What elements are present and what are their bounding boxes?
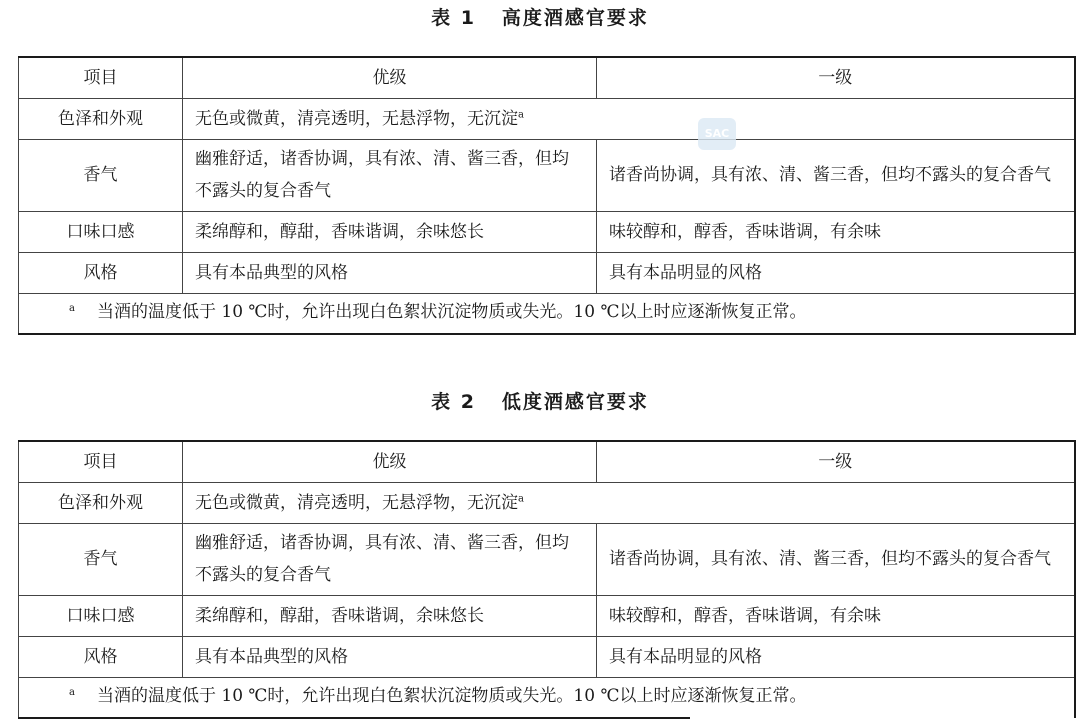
- cell-color-value: [183, 98, 1075, 139]
- header-first-grade: 一级: [597, 57, 1075, 98]
- row-label-aroma: 香气: [19, 139, 183, 211]
- cell-style-first: 具有本品明显的风格: [597, 636, 1075, 677]
- table-footnote: [19, 293, 1075, 334]
- table-1-caption: 表 1 高度酒感官要求: [431, 7, 649, 29]
- footnote-mark: a: [69, 687, 75, 699]
- cell-style-premium: 具有本品典型的风格: [183, 636, 597, 677]
- table-row-style: [19, 636, 1075, 677]
- sac-watermark-logo: SAC: [698, 118, 736, 150]
- cell-aroma-premium: 幽雅舒适，诸香协调，具有浓、清、酱三香，但均不露头的复合香气: [183, 139, 597, 211]
- row-label-taste: 口味口感: [19, 211, 183, 252]
- table-1-high-alcohol-sensory: [18, 56, 1076, 335]
- cell-aroma-premium: 幽雅舒适，诸香协调，具有浓、清、酱三香，但均不露头的复合香气: [183, 523, 597, 595]
- cell-style-first: 具有本品明显的风格: [597, 252, 1075, 293]
- cell-color-value: [183, 482, 1075, 523]
- table-footnote-row: [19, 677, 1075, 718]
- row-label-style: 风格: [19, 636, 183, 677]
- footnote-text: 当酒的温度低于 10 ℃时，允许出现白色絮状沉淀物质或失光。10 ℃以上时应逐渐恢复正常。: [96, 301, 807, 322]
- color-text: 无色或微黄，清亮透明，无悬浮物，无沉淀: [195, 108, 518, 129]
- cell-taste-first: 味较醇和，醇香，香味谐调，有余味: [597, 211, 1075, 252]
- table-footnote-row: [19, 293, 1075, 334]
- table-row-style: [19, 252, 1075, 293]
- cell-aroma-first: 诸香尚协调，具有浓、清、酱三香，但均不露头的复合香气: [597, 139, 1075, 211]
- cell-taste-premium: 柔绵醇和，醇甜，香味谐调，余味悠长: [183, 595, 597, 636]
- row-label-taste: 口味口感: [19, 595, 183, 636]
- footnote-text: 当酒的温度低于 10 ℃时，允许出现白色絮状沉淀物质或失光。10 ℃以上时应逐渐恢复正常。: [96, 686, 807, 707]
- header-item: 项目: [19, 57, 183, 98]
- table-row-color: [19, 98, 1075, 139]
- table-row-color: [19, 482, 1075, 523]
- header-premium-grade: 优级: [183, 441, 597, 482]
- cell-style-premium: 具有本品典型的风格: [183, 252, 597, 293]
- table-header-row: [19, 441, 1075, 482]
- table-row-aroma: [19, 523, 1075, 595]
- cell-taste-first: 味较醇和，醇香，香味谐调，有余味: [597, 595, 1075, 636]
- footnote-ref: a: [518, 492, 524, 504]
- footnote-ref: a: [518, 108, 524, 120]
- table-row-taste: [19, 595, 1075, 636]
- table-2-low-alcohol-sensory: [18, 440, 1076, 718]
- table-row-taste: [19, 211, 1075, 252]
- color-text: 无色或微黄，清亮透明，无悬浮物，无沉淀: [195, 492, 518, 513]
- row-label-color: 色泽和外观: [19, 482, 183, 523]
- cell-taste-premium: 柔绵醇和，醇甜，香味谐调，余味悠长: [183, 211, 597, 252]
- footnote-mark: a: [69, 302, 75, 314]
- table-footnote: [19, 677, 1075, 718]
- table-2-caption: 表 2 低度酒感官要求: [431, 391, 649, 413]
- row-label-aroma: 香气: [19, 523, 183, 595]
- table-row-aroma: [19, 139, 1075, 211]
- row-label-style: 风格: [19, 252, 183, 293]
- table-2-bottom-rule: [18, 717, 690, 719]
- header-item: 项目: [19, 441, 183, 482]
- table-header-row: [19, 57, 1075, 98]
- row-label-color: 色泽和外观: [19, 98, 183, 139]
- header-first-grade: 一级: [597, 441, 1075, 482]
- cell-aroma-first: 诸香尚协调，具有浓、清、酱三香，但均不露头的复合香气: [597, 523, 1075, 595]
- header-premium-grade: 优级: [183, 57, 597, 98]
